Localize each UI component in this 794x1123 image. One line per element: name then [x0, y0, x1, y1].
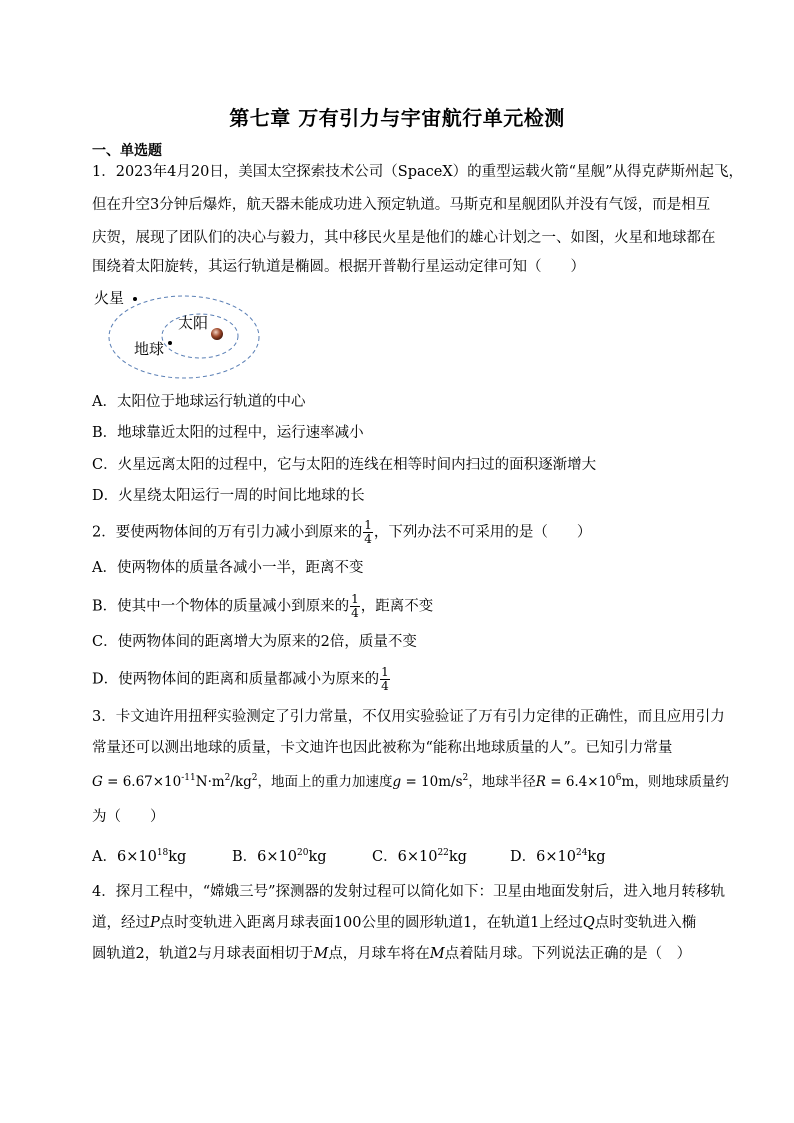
q3-option-c: C．$6\times 10^{22}kg$: [372, 848, 467, 865]
mars-dot: [133, 297, 137, 301]
orbit-diagram: [92, 282, 272, 387]
q2-option-c: C．使两物体间的距离增大为原来的2倍，质量不变: [92, 634, 417, 650]
q1-line-4: 围绕着太阳旋转，其运行轨道是椭圆。根据开普勒行星运动定律可知（ ）: [92, 259, 585, 275]
fraction-one-quarter: $\frac{1}{4}$: [381, 665, 389, 693]
q1-line-2: 但在升空3分钟后爆炸，航天器未能成功进入预定轨道。马斯克和星舰团队并没有气馁，而是相互: [92, 197, 711, 213]
q1-option-a: A．太阳位于地球运行轨道的中心: [92, 394, 306, 410]
q3-option-a: A．$6\times 10^{18}kg$: [92, 848, 187, 865]
q3-line-2: 常量还可以测出地球的质量，卡文迪许也因此被称为“能称出地球质量的人”。已知引力常量: [92, 740, 673, 756]
q3-line-4: 为（ ）: [92, 809, 165, 825]
earth-dot: [168, 341, 172, 345]
q1-option-c: C．火星远离太阳的过程中，它与太阳的连线在相等时间内扫过的面积逐渐增大: [92, 457, 597, 473]
sun-label: 太阳: [178, 314, 209, 332]
mars-label: 火星: [94, 289, 125, 307]
q2-option-b: B．使其中一个物体的质量减小到原来的 $\frac{1}{4}$ ，距离不变: [92, 592, 434, 620]
mars-orbit: [109, 296, 259, 378]
fraction-one-quarter: $\frac{1}{4}$: [351, 592, 359, 620]
q1-option-b: B．地球靠近太阳的过程中，运行速率减小: [92, 425, 364, 441]
q1-line-1: 1．2023年4月20日，美国太空探索技术公司（SpaceX）的重型运载火箭“星舰”从得克萨斯州起飞，: [92, 164, 744, 180]
earth-label: 地球: [134, 340, 165, 358]
q4-line-1: 4．探月工程中，“嫦娥三号”探测器的发射过程可以简化如下：卫星由地面发射后，进入地月转移轨: [92, 884, 726, 900]
q3-option-d: D．$6\times 10^{24}kg$: [510, 848, 606, 865]
section-heading: 一、单选题: [92, 143, 162, 159]
q2-stem: 2．要使两物体间的万有引力减小到原来的 $\frac{1}{4}$ ，下列办法不可采用的是（ ）: [92, 518, 592, 546]
q2-option-a: A．使两物体的质量各减小一半，距离不变: [92, 560, 364, 576]
q2-option-d: D．使两物体间的距离和质量都减小为原来的 $\frac{1}{4}$: [92, 665, 389, 693]
q4-line-3: 圆轨道2，轨道2与月球表面相切于M点，月球车将在M点着陆月球。下列说法正确的是（ ）: [92, 946, 692, 962]
q1-line-3: 庆贺，展现了团队们的决心与毅力，其中移民火星是他们的雄心计划之一、如图，火星和地球都在: [92, 230, 716, 246]
q3-line-1: 3．卡文迪许用扭秤实验测定了引力常量，不仅用实验验证了万有引力定律的正确性，而且应用引力: [92, 709, 725, 725]
q4-line-2: 道，经过P点时变轨进入距离月球表面100公里的圆形轨道1，在轨道1上经过Q点时变轨进入椭: [92, 915, 697, 931]
q3-option-b: B．$6\times 10^{20}kg$: [232, 848, 327, 865]
page-title: 第七章 万有引力与宇宙航行单元检测: [229, 106, 565, 130]
sun-icon: [211, 328, 223, 340]
q3-line-3: $G = 6.67\times 10^{-11}N\cdot m^2/kg^2$，地面上的重力加速度$g = 10m/s^2$，地球半径$R = 6.4\times 10^6m$，则地球质量约: [92, 773, 729, 790]
q1-option-d: D．火星绕太阳运行一周的时间比地球的长: [92, 488, 365, 504]
fraction-one-quarter: $\frac{1}{4}$: [364, 518, 372, 546]
